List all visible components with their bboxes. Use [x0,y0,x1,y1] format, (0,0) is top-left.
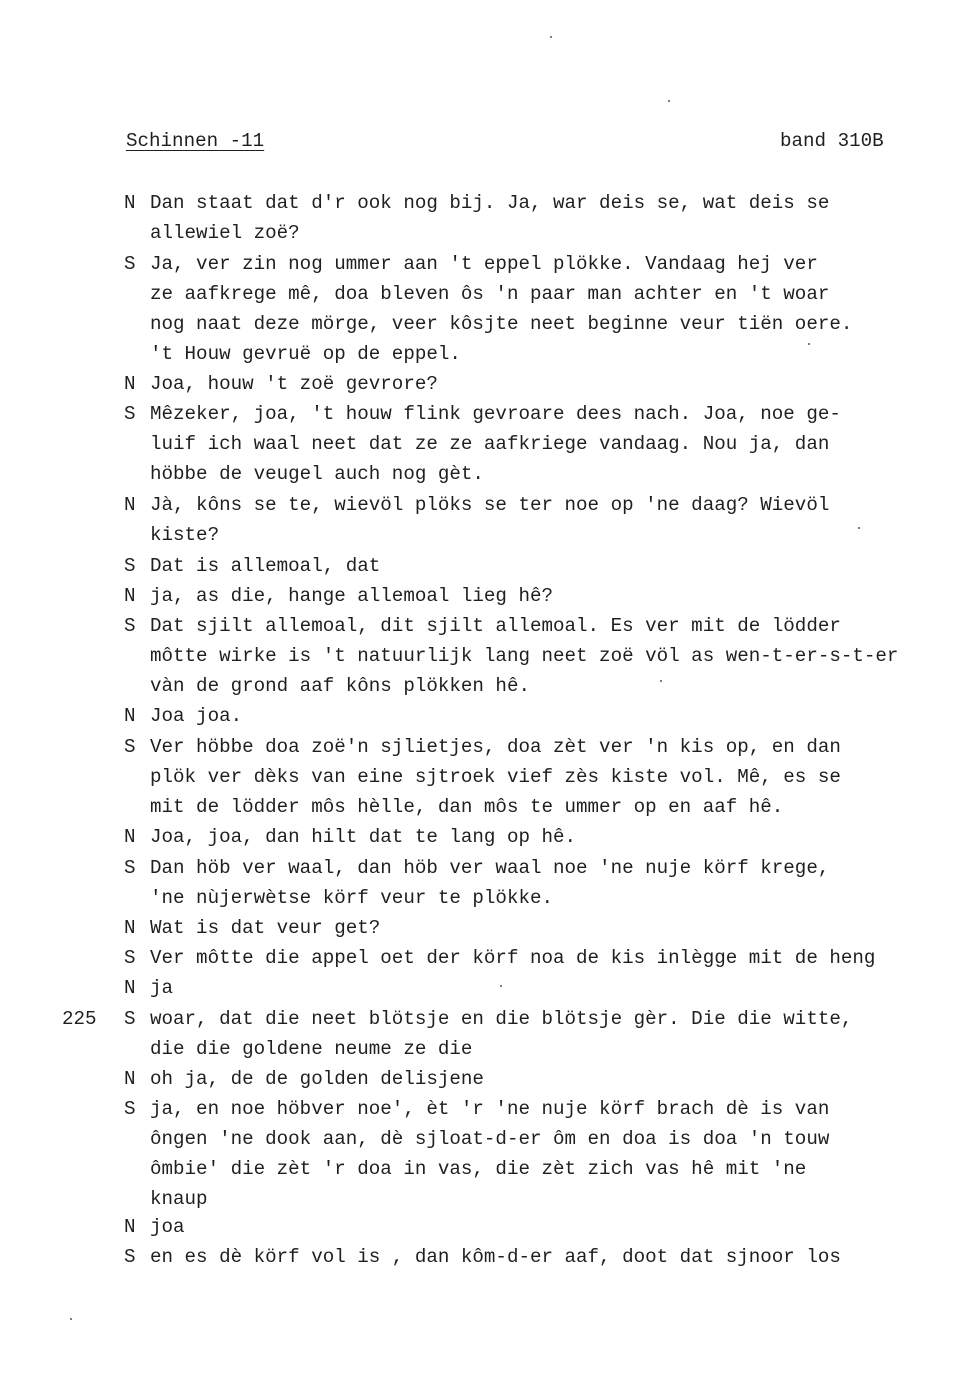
speaker-label: S [124,555,136,577]
speaker-label: N [124,373,136,395]
transcript-line: Dan höb ver waal, dan höb ver waal noe 'ne nuje körf krege, [150,857,830,879]
transcript-line: 'ne nùjerwètse körf veur te plökke. [150,887,554,909]
scan-speck [550,36,552,38]
transcript-line: kiste? [150,524,220,546]
page-title: Schinnen -11 [126,130,265,152]
transcript-line: ômbie' die zèt 'r doa in vas, die zèt zich vas hê mit 'ne [150,1158,807,1180]
transcript-line: Ja, ver zin nog ummer aan 't eppel plökke. Vandaag hej ver [150,253,818,275]
speaker-label: S [124,403,136,425]
transcript-line: Joa, joa, dan hilt dat te lang op hê. [150,826,577,848]
scan-speck [858,527,860,529]
transcript-line: môtte wirke is 't natuurlijk lang neet zoë völ as wen-t-er-s-t-er [150,645,899,667]
speaker-label: S [124,1246,136,1268]
speaker-label: S [124,1098,136,1120]
speaker-label: N [124,494,136,516]
transcript-line: Dan staat dat d'r ook nog bij. Ja, war deis se, wat deis se [150,192,830,214]
speaker-label: S [124,736,136,758]
speaker-label: S [124,615,136,637]
transcript-line: Ver môtte die appel oet der körf noa de kis inlègge mit de heng [150,947,876,969]
transcript-line: ja, en noe höbver noe', èt 'r 'ne nuje körf brach dè is van [150,1098,830,1120]
speaker-label: S [124,857,136,879]
speaker-label: N [124,192,136,214]
transcript-line: joa [150,1216,185,1238]
transcript-line: Jà, kôns se te, wievöl plöks se ter noe op 'ne daag? Wievöl [150,494,830,516]
margin-line-number: 225 [62,1008,97,1030]
transcript-line: ze aafkrege mê, doa bleven ôs 'n paar man achter en 't woar [150,283,830,305]
transcript-line: Mêzeker, joa, 't houw flink gevroare dees nach. Joa, noe ge- [150,403,841,425]
transcript-line: höbbe de veugel auch nog gèt. [150,463,484,485]
speaker-label: N [124,1068,136,1090]
scan-speck [808,343,810,345]
speaker-label: N [124,917,136,939]
transcript-line: Dat is allemoal, dat [150,555,381,577]
transcript-line: Wat is dat veur get? [150,917,381,939]
scan-speck [70,1318,72,1320]
transcript-line: knaup [150,1188,208,1210]
transcript-line: ja, as die, hange allemoal lieg hê? [150,585,554,607]
speaker-label: S [124,947,136,969]
transcript-line: 't Houw gevruë op de eppel. [150,343,461,365]
transcript-line: oh ja, de de golden delisjene [150,1068,484,1090]
speaker-label: S [124,1008,136,1030]
speaker-label: N [124,977,136,999]
scan-speck [668,100,670,102]
transcript-line: mit de lödder môs hèlle, dan môs te ummer op en aaf hê. [150,796,784,818]
transcript-line: allewiel zoë? [150,222,300,244]
transcript-line: Joa joa. [150,705,243,727]
tape-label: band 310B [780,130,884,152]
transcript-line: ja [150,977,174,999]
speaker-label: S [124,253,136,275]
transcript-line: vàn de grond aaf kôns plökken hê. [150,675,530,697]
transcript-line: woar, dat die neet blötsje en die blötsje gèr. Die die witte, [150,1008,853,1030]
transcript-line: en es dè körf vol is , dan kôm-d-er aaf, doot dat sjnoor los [150,1246,841,1268]
transcript-line: plök ver dèks van eine sjtroek vief zès kiste vol. Mê, es se [150,766,841,788]
scan-speck [500,985,502,987]
transcript-line: luif ich waal neet dat ze ze aafkriege vandaag. Nou ja, dan [150,433,830,455]
scan-speck [660,680,662,682]
transcript-line: ôngen 'ne dook aan, dè sjloat-d-er ôm en doa is doa 'n touw [150,1128,830,1150]
speaker-label: N [124,1216,136,1238]
transcript-line: nog naat deze mörge, veer kôsjte neet beginne veur tiën oere. [150,313,853,335]
transcript-line: Ver höbbe doa zoë'n sjlietjes, doa zèt ver 'n kis op, en dan [150,736,841,758]
speaker-label: N [124,826,136,848]
speaker-label: N [124,705,136,727]
transcript-line: Joa, houw 't zoë gevrore? [150,373,438,395]
transcript-line: die die goldene neume ze die [150,1038,473,1060]
speaker-label: N [124,585,136,607]
transcript-line: Dat sjilt allemoal, dit sjilt allemoal. Es ver mit de lödder [150,615,841,637]
